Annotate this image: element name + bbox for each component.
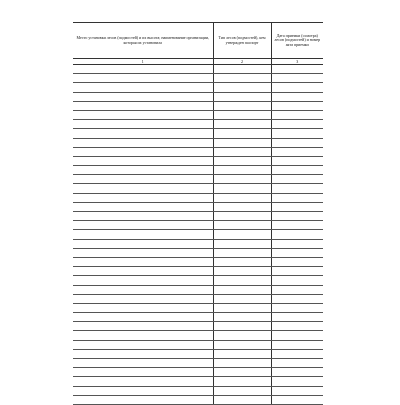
column-header-type: Тип лесов (подмостей), кем утвержден паспорт bbox=[213, 23, 271, 59]
table-row bbox=[73, 359, 323, 368]
table-cell bbox=[213, 340, 271, 349]
table-cell bbox=[271, 83, 323, 92]
table-cell bbox=[73, 101, 213, 110]
table-row bbox=[73, 212, 323, 221]
table-cell bbox=[213, 267, 271, 276]
table-cell bbox=[73, 313, 213, 322]
table-row bbox=[73, 101, 323, 110]
table-cell bbox=[73, 129, 213, 138]
table-cell bbox=[271, 267, 323, 276]
table-cell bbox=[271, 147, 323, 156]
table-cell bbox=[271, 368, 323, 377]
table-row bbox=[73, 322, 323, 331]
table-cell bbox=[213, 101, 271, 110]
table-row bbox=[73, 138, 323, 147]
table-cell bbox=[271, 110, 323, 119]
column-number: 2 bbox=[213, 59, 271, 65]
table-cell bbox=[271, 74, 323, 83]
table-cell bbox=[213, 303, 271, 312]
table-row bbox=[73, 120, 323, 129]
table-cell bbox=[271, 175, 323, 184]
table-cell bbox=[213, 120, 271, 129]
table-row bbox=[73, 147, 323, 156]
table-cell bbox=[73, 193, 213, 202]
table-row bbox=[73, 386, 323, 395]
table-cell bbox=[73, 221, 213, 230]
table-cell bbox=[271, 377, 323, 386]
table-cell bbox=[213, 184, 271, 193]
table-row bbox=[73, 276, 323, 285]
table-cell bbox=[213, 331, 271, 340]
table-row bbox=[73, 110, 323, 119]
table-cell bbox=[73, 349, 213, 358]
table-row bbox=[73, 340, 323, 349]
table-cell bbox=[213, 248, 271, 257]
table-cell bbox=[271, 248, 323, 257]
table-row bbox=[73, 377, 323, 386]
table-row bbox=[73, 184, 323, 193]
table-cell bbox=[73, 110, 213, 119]
table-cell bbox=[213, 285, 271, 294]
table-cell bbox=[213, 83, 271, 92]
table-row bbox=[73, 230, 323, 239]
table-row bbox=[73, 156, 323, 165]
table-cell bbox=[213, 377, 271, 386]
table-cell bbox=[271, 156, 323, 165]
table-cell bbox=[73, 359, 213, 368]
table-row bbox=[73, 248, 323, 257]
table-cell bbox=[213, 359, 271, 368]
table-row bbox=[73, 65, 323, 74]
table-cell bbox=[213, 221, 271, 230]
table-cell bbox=[213, 212, 271, 221]
table-row bbox=[73, 74, 323, 83]
column-number: 1 bbox=[73, 59, 213, 65]
table-cell bbox=[213, 74, 271, 83]
table-cell bbox=[271, 230, 323, 239]
table-cell bbox=[271, 129, 323, 138]
table-cell bbox=[73, 212, 213, 221]
table-cell bbox=[271, 340, 323, 349]
table-row bbox=[73, 83, 323, 92]
table-cell bbox=[73, 156, 213, 165]
table-cell bbox=[73, 120, 213, 129]
table-cell bbox=[213, 110, 271, 119]
table-cell bbox=[213, 202, 271, 211]
scaffold-inspection-table bbox=[73, 22, 323, 405]
table-row bbox=[73, 285, 323, 294]
table-cell bbox=[213, 239, 271, 248]
table-cell bbox=[271, 166, 323, 175]
table-cell bbox=[271, 92, 323, 101]
table-cell bbox=[271, 303, 323, 312]
table-cell bbox=[213, 294, 271, 303]
table-cell bbox=[73, 83, 213, 92]
table-cell bbox=[271, 276, 323, 285]
table-row bbox=[73, 129, 323, 138]
table-cell bbox=[213, 129, 271, 138]
table-body bbox=[73, 65, 323, 405]
table-cell bbox=[271, 138, 323, 147]
table-cell bbox=[213, 322, 271, 331]
table-row bbox=[73, 267, 323, 276]
table-cell bbox=[271, 184, 323, 193]
table-cell bbox=[271, 313, 323, 322]
table-cell bbox=[73, 340, 213, 349]
table-cell bbox=[73, 267, 213, 276]
table-cell bbox=[213, 257, 271, 266]
table-row bbox=[73, 368, 323, 377]
table-row bbox=[73, 202, 323, 211]
table-row bbox=[73, 294, 323, 303]
table-cell bbox=[73, 230, 213, 239]
table-cell bbox=[271, 193, 323, 202]
table-row bbox=[73, 193, 323, 202]
table-cell bbox=[213, 138, 271, 147]
table-row bbox=[73, 92, 323, 101]
table-cell bbox=[73, 138, 213, 147]
table-cell bbox=[73, 294, 213, 303]
table-row bbox=[73, 331, 323, 340]
table-cell bbox=[73, 175, 213, 184]
table-cell bbox=[271, 294, 323, 303]
table-cell bbox=[213, 193, 271, 202]
table-cell bbox=[213, 166, 271, 175]
table-cell bbox=[213, 230, 271, 239]
column-header-location: Место установки лесов (подмостей) и их высота; наименование организации, которая их установила bbox=[73, 23, 213, 59]
table-cell bbox=[73, 184, 213, 193]
table-cell bbox=[73, 239, 213, 248]
table-cell bbox=[213, 368, 271, 377]
table-cell bbox=[271, 65, 323, 74]
table-cell bbox=[213, 147, 271, 156]
table-cell bbox=[271, 331, 323, 340]
table-cell bbox=[271, 359, 323, 368]
table-cell bbox=[73, 331, 213, 340]
table-row bbox=[73, 221, 323, 230]
table-row bbox=[73, 313, 323, 322]
table-cell bbox=[271, 322, 323, 331]
table-cell bbox=[73, 377, 213, 386]
table-cell bbox=[73, 92, 213, 101]
table-row bbox=[73, 303, 323, 312]
table-cell bbox=[271, 257, 323, 266]
table-cell bbox=[213, 276, 271, 285]
column-header-date: Дата приемки (осмотра) лесов (подмостей) и номер акта приемки bbox=[271, 23, 323, 59]
table-cell bbox=[213, 386, 271, 395]
table-row bbox=[73, 175, 323, 184]
table-cell bbox=[73, 322, 213, 331]
table-cell bbox=[73, 276, 213, 285]
table-cell bbox=[271, 202, 323, 211]
table-cell bbox=[73, 248, 213, 257]
table-cell bbox=[271, 239, 323, 248]
table-cell bbox=[73, 74, 213, 83]
column-number: 3 bbox=[271, 59, 323, 65]
table-cell bbox=[213, 313, 271, 322]
table-cell bbox=[271, 221, 323, 230]
table-cell bbox=[271, 349, 323, 358]
table-cell bbox=[271, 101, 323, 110]
table-cell bbox=[73, 257, 213, 266]
table-cell bbox=[271, 386, 323, 395]
table-row bbox=[73, 239, 323, 248]
table-cell bbox=[213, 65, 271, 74]
table-cell bbox=[73, 202, 213, 211]
table-cell bbox=[73, 65, 213, 74]
table-cell bbox=[73, 147, 213, 156]
table-cell bbox=[271, 120, 323, 129]
table-header-row bbox=[73, 23, 323, 59]
table-cell bbox=[73, 368, 213, 377]
table-cell bbox=[73, 303, 213, 312]
table-row bbox=[73, 257, 323, 266]
table-cell bbox=[213, 175, 271, 184]
table-cell bbox=[73, 285, 213, 294]
table-cell bbox=[213, 92, 271, 101]
table-cell bbox=[271, 212, 323, 221]
table-cell bbox=[213, 156, 271, 165]
table-cell bbox=[73, 386, 213, 395]
table-cell bbox=[213, 349, 271, 358]
table-row bbox=[73, 349, 323, 358]
table-row bbox=[73, 166, 323, 175]
table-cell bbox=[73, 166, 213, 175]
table-cell bbox=[271, 285, 323, 294]
